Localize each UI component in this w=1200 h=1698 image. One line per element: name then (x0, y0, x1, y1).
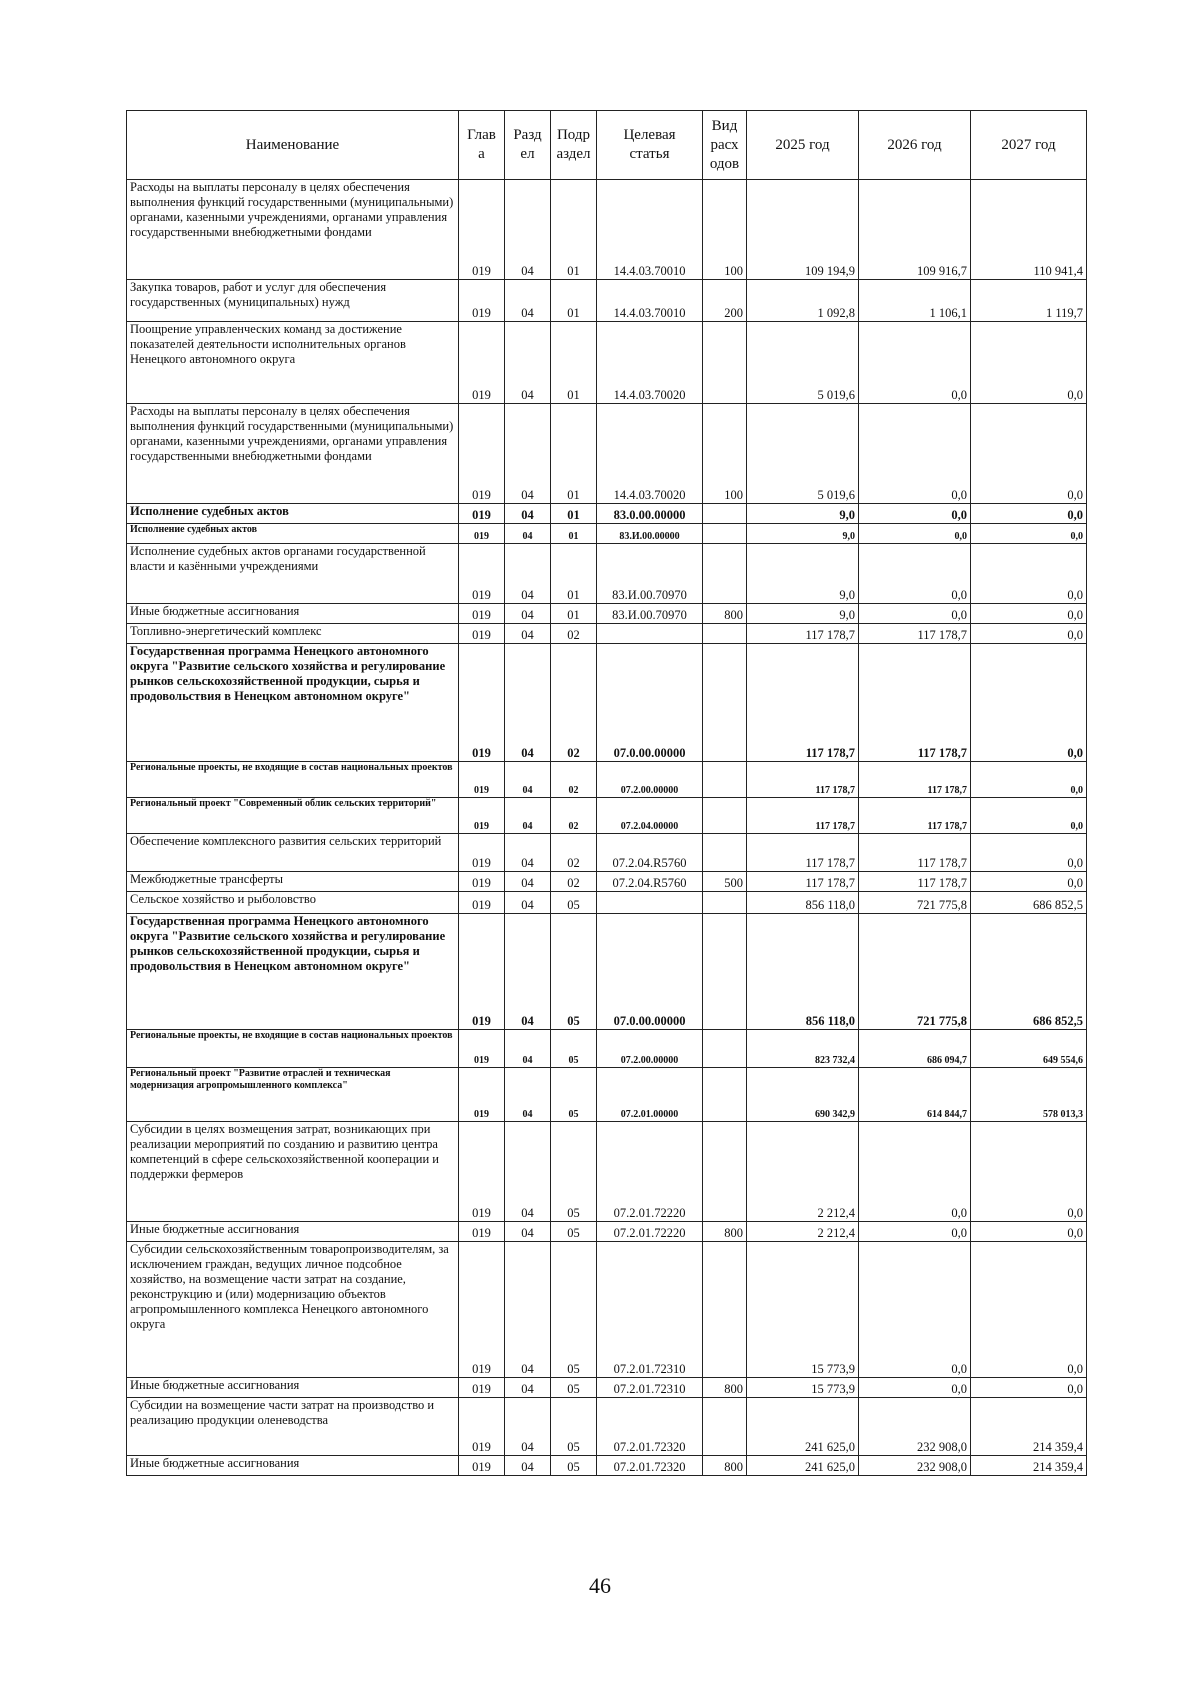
row-value-2027: 0,0 (971, 524, 1087, 544)
row-razdel: 04 (505, 1222, 551, 1242)
row-expense-type (703, 1242, 747, 1378)
row-glava: 019 (459, 1398, 505, 1456)
row-value-2027: 0,0 (971, 798, 1087, 834)
row-razdel: 04 (505, 798, 551, 834)
table-row (127, 834, 1087, 872)
row-expense-type (703, 524, 747, 544)
table-row (127, 892, 1087, 914)
row-podrazdel: 01 (551, 504, 597, 524)
row-glava: 019 (459, 1378, 505, 1398)
row-value-2026: 1 106,1 (859, 280, 971, 322)
row-value-2025: 117 178,7 (747, 624, 859, 644)
row-value-2026: 0,0 (859, 544, 971, 604)
row-podrazdel: 05 (551, 1456, 597, 1476)
row-podrazdel: 05 (551, 914, 597, 1030)
row-value-2027: 214 359,4 (971, 1456, 1087, 1476)
row-value-2026: 117 178,7 (859, 872, 971, 892)
row-podrazdel: 02 (551, 798, 597, 834)
header-statya: Целевая статья (597, 111, 703, 180)
table-row (127, 1242, 1087, 1378)
row-podrazdel: 05 (551, 1222, 597, 1242)
row-value-2025: 5 019,6 (747, 404, 859, 504)
row-value-2025: 241 625,0 (747, 1398, 859, 1456)
row-expense-type: 100 (703, 180, 747, 280)
table-row (127, 1378, 1087, 1398)
row-podrazdel: 02 (551, 834, 597, 872)
row-name: Региональный проект "Современный облик сельских территорий" (127, 798, 459, 834)
row-target-article: 07.2.00.00000 (597, 762, 703, 798)
row-glava: 019 (459, 504, 505, 524)
row-glava: 019 (459, 914, 505, 1030)
row-value-2026: 117 178,7 (859, 798, 971, 834)
row-expense-type (703, 624, 747, 644)
row-podrazdel: 05 (551, 1068, 597, 1122)
row-target-article: 07.2.01.72220 (597, 1122, 703, 1222)
row-razdel: 04 (505, 544, 551, 604)
row-glava: 019 (459, 624, 505, 644)
row-target-article: 07.2.04.R5760 (597, 872, 703, 892)
row-value-2027: 0,0 (971, 404, 1087, 504)
row-expense-type: 800 (703, 1456, 747, 1476)
table-row (127, 798, 1087, 834)
row-value-2025: 856 118,0 (747, 914, 859, 1030)
row-target-article: 07.0.00.00000 (597, 644, 703, 762)
row-value-2025: 690 342,9 (747, 1068, 859, 1122)
row-value-2026: 109 916,7 (859, 180, 971, 280)
row-value-2027: 0,0 (971, 644, 1087, 762)
row-expense-type (703, 644, 747, 762)
table-row (127, 504, 1087, 524)
row-value-2025: 241 625,0 (747, 1456, 859, 1476)
row-value-2027: 0,0 (971, 834, 1087, 872)
row-target-article: 07.2.04.R5760 (597, 834, 703, 872)
row-value-2025: 9,0 (747, 504, 859, 524)
row-value-2025: 2 212,4 (747, 1122, 859, 1222)
row-podrazdel: 02 (551, 644, 597, 762)
table-row (127, 914, 1087, 1030)
row-value-2027: 686 852,5 (971, 914, 1087, 1030)
row-value-2027: 0,0 (971, 762, 1087, 798)
row-glava: 019 (459, 280, 505, 322)
row-value-2026: 721 775,8 (859, 914, 971, 1030)
row-expense-type (703, 1068, 747, 1122)
row-target-article: 83.И.00.70970 (597, 604, 703, 624)
table-row (127, 1222, 1087, 1242)
row-name: Субсидии на возмещение части затрат на производство и реализацию продукции оленеводства (127, 1398, 459, 1456)
table-row (127, 322, 1087, 404)
row-value-2025: 117 178,7 (747, 872, 859, 892)
row-value-2025: 117 178,7 (747, 762, 859, 798)
row-value-2025: 9,0 (747, 544, 859, 604)
table-row (127, 1030, 1087, 1068)
row-value-2025: 9,0 (747, 604, 859, 624)
row-podrazdel: 05 (551, 892, 597, 914)
row-razdel: 04 (505, 872, 551, 892)
row-target-article: 07.2.04.00000 (597, 798, 703, 834)
row-value-2026: 117 178,7 (859, 762, 971, 798)
row-glava: 019 (459, 834, 505, 872)
row-value-2026: 232 908,0 (859, 1456, 971, 1476)
row-name: Иные бюджетные ассигнования (127, 1456, 459, 1476)
row-razdel: 04 (505, 524, 551, 544)
row-razdel: 04 (505, 1378, 551, 1398)
row-expense-type (703, 1030, 747, 1068)
row-glava: 019 (459, 1222, 505, 1242)
row-name: Обеспечение комплексного развития сельских территорий (127, 834, 459, 872)
table-header (127, 111, 1087, 180)
row-value-2027: 0,0 (971, 1242, 1087, 1378)
row-razdel: 04 (505, 604, 551, 624)
row-expense-type: 800 (703, 1378, 747, 1398)
row-glava: 019 (459, 892, 505, 914)
row-razdel: 04 (505, 1068, 551, 1122)
row-razdel: 04 (505, 834, 551, 872)
row-value-2027: 0,0 (971, 544, 1087, 604)
row-podrazdel: 02 (551, 762, 597, 798)
row-target-article: 07.2.00.00000 (597, 1030, 703, 1068)
row-target-article: 83.И.00.70970 (597, 544, 703, 604)
row-value-2025: 2 212,4 (747, 1222, 859, 1242)
row-expense-type: 500 (703, 872, 747, 892)
row-target-article: 07.2.01.72310 (597, 1242, 703, 1378)
page-number: 46 (589, 1573, 611, 1598)
header-glava: Глав а (459, 111, 505, 180)
row-name: Сельское хозяйство и рыболовство (127, 892, 459, 914)
row-razdel: 04 (505, 404, 551, 504)
row-razdel: 04 (505, 1030, 551, 1068)
row-target-article: 07.2.01.72320 (597, 1398, 703, 1456)
table-row (127, 180, 1087, 280)
row-expense-type (703, 504, 747, 524)
row-name: Исполнение судебных актов органами государственной власти и казёнными учреждениями (127, 544, 459, 604)
row-target-article: 14.4.03.70010 (597, 280, 703, 322)
row-target-article: 07.2.01.72320 (597, 1456, 703, 1476)
row-expense-type: 800 (703, 1222, 747, 1242)
row-expense-type (703, 1398, 747, 1456)
row-glava: 019 (459, 762, 505, 798)
header-2025: 2025 год (747, 111, 859, 180)
row-name: Иные бюджетные ассигнования (127, 604, 459, 624)
row-glava: 019 (459, 404, 505, 504)
row-value-2026: 0,0 (859, 1122, 971, 1222)
row-name: Государственная программа Ненецкого автономного округа "Развитие сельского хозяйства и регулирование рынков сельскохозяйственной продукции, сырья и продовольствия в Ненецком автономном округе" (127, 644, 459, 762)
row-podrazdel: 01 (551, 180, 597, 280)
row-value-2026: 117 178,7 (859, 644, 971, 762)
row-podrazdel: 01 (551, 280, 597, 322)
row-value-2025: 1 092,8 (747, 280, 859, 322)
row-name: Топливно-энергетический комплекс (127, 624, 459, 644)
table-row (127, 624, 1087, 644)
row-value-2027: 214 359,4 (971, 1398, 1087, 1456)
header-2026: 2026 год (859, 111, 971, 180)
row-target-article: 83.И.00.00000 (597, 524, 703, 544)
row-target-article: 14.4.03.70020 (597, 404, 703, 504)
row-expense-type: 800 (703, 604, 747, 624)
row-expense-type (703, 892, 747, 914)
row-value-2027: 0,0 (971, 1222, 1087, 1242)
row-value-2026: 614 844,7 (859, 1068, 971, 1122)
row-razdel: 04 (505, 180, 551, 280)
row-razdel: 04 (505, 892, 551, 914)
row-name: Поощрение управленческих команд за достижение показателей деятельности исполнительных органов Ненецкого автономного округа (127, 322, 459, 404)
row-value-2026: 0,0 (859, 1222, 971, 1242)
budget-table (126, 110, 1087, 1476)
row-name: Закупка товаров, работ и услуг для обеспечения государственных (муниципальных) нужд (127, 280, 459, 322)
row-name: Региональный проект "Развитие отраслей и техническая модернизация агропромышленного комплекса" (127, 1068, 459, 1122)
row-razdel: 04 (505, 644, 551, 762)
row-expense-type (703, 798, 747, 834)
row-value-2027: 0,0 (971, 604, 1087, 624)
row-target-article: 14.4.03.70010 (597, 180, 703, 280)
row-razdel: 04 (505, 1456, 551, 1476)
row-value-2027: 686 852,5 (971, 892, 1087, 914)
row-podrazdel: 02 (551, 872, 597, 892)
header-razdel: Разд ел (505, 111, 551, 180)
row-razdel: 04 (505, 762, 551, 798)
row-value-2027: 0,0 (971, 322, 1087, 404)
row-value-2026: 0,0 (859, 524, 971, 544)
row-name: Субсидии в целях возмещения затрат, возникающих при реализации мероприятий по созданию и развитию центра компетенций в сфере сельскохозяйственной кооперации и поддержки фермеров (127, 1122, 459, 1222)
row-podrazdel: 01 (551, 404, 597, 504)
table-row (127, 280, 1087, 322)
row-glava: 019 (459, 798, 505, 834)
row-value-2025: 109 194,9 (747, 180, 859, 280)
row-expense-type: 100 (703, 404, 747, 504)
row-glava: 019 (459, 322, 505, 404)
table-body (127, 180, 1087, 1476)
row-value-2026: 0,0 (859, 404, 971, 504)
row-value-2025: 9,0 (747, 524, 859, 544)
row-expense-type (703, 914, 747, 1030)
row-expense-type (703, 322, 747, 404)
row-glava: 019 (459, 1030, 505, 1068)
row-glava: 019 (459, 524, 505, 544)
row-target-article (597, 892, 703, 914)
row-razdel: 04 (505, 1242, 551, 1378)
row-value-2025: 117 178,7 (747, 644, 859, 762)
row-value-2026: 0,0 (859, 504, 971, 524)
row-value-2026: 0,0 (859, 1378, 971, 1398)
row-razdel: 04 (505, 1398, 551, 1456)
row-glava: 019 (459, 644, 505, 762)
row-razdel: 04 (505, 280, 551, 322)
table-row (127, 1122, 1087, 1222)
row-expense-type (703, 834, 747, 872)
row-value-2026: 0,0 (859, 1242, 971, 1378)
row-razdel: 04 (505, 504, 551, 524)
row-razdel: 04 (505, 624, 551, 644)
table-row (127, 1456, 1087, 1476)
row-value-2027: 0,0 (971, 1378, 1087, 1398)
table-row (127, 524, 1087, 544)
row-target-article: 83.0.00.00000 (597, 504, 703, 524)
row-target-article: 07.2.01.72310 (597, 1378, 703, 1398)
table-row (127, 762, 1087, 798)
row-glava: 019 (459, 1242, 505, 1378)
row-value-2025: 856 118,0 (747, 892, 859, 914)
row-target-article: 07.0.00.00000 (597, 914, 703, 1030)
row-name: Расходы на выплаты персоналу в целях обеспечения выполнения функций государственными (муниципальными) органами, казенными учреждениями, органами управления государственными внебюджетными фондами (127, 180, 459, 280)
row-name: Исполнение судебных актов (127, 524, 459, 544)
row-name: Региональные проекты, не входящие в состав национальных проектов (127, 762, 459, 798)
row-value-2026: 721 775,8 (859, 892, 971, 914)
row-expense-type (703, 544, 747, 604)
row-expense-type (703, 762, 747, 798)
row-podrazdel: 05 (551, 1398, 597, 1456)
header-2027: 2027 год (971, 111, 1087, 180)
row-value-2026: 686 094,7 (859, 1030, 971, 1068)
row-target-article: 07.2.01.72220 (597, 1222, 703, 1242)
row-razdel: 04 (505, 914, 551, 1030)
row-glava: 019 (459, 180, 505, 280)
row-podrazdel: 01 (551, 524, 597, 544)
row-podrazdel: 02 (551, 624, 597, 644)
row-name: Иные бюджетные ассигнования (127, 1222, 459, 1242)
row-expense-type: 200 (703, 280, 747, 322)
header-podrazdel: Подр аздел (551, 111, 597, 180)
table-row (127, 872, 1087, 892)
row-name: Иные бюджетные ассигнования (127, 1378, 459, 1398)
table-row (127, 1398, 1087, 1456)
row-glava: 019 (459, 1068, 505, 1122)
row-podrazdel: 05 (551, 1030, 597, 1068)
table-row (127, 644, 1087, 762)
row-value-2027: 0,0 (971, 504, 1087, 524)
row-podrazdel: 01 (551, 604, 597, 624)
row-name: Расходы на выплаты персоналу в целях обеспечения выполнения функций государственными (муниципальными) органами, казенными учреждениями, органами управления государственными внебюджетными фондами (127, 404, 459, 504)
table-row (127, 1068, 1087, 1122)
row-value-2025: 117 178,7 (747, 834, 859, 872)
table-row (127, 604, 1087, 624)
row-value-2025: 823 732,4 (747, 1030, 859, 1068)
row-value-2026: 0,0 (859, 604, 971, 624)
row-target-article: 14.4.03.70020 (597, 322, 703, 404)
row-podrazdel: 05 (551, 1378, 597, 1398)
row-value-2027: 0,0 (971, 624, 1087, 644)
table-row (127, 544, 1087, 604)
row-podrazdel: 01 (551, 322, 597, 404)
row-value-2026: 232 908,0 (859, 1398, 971, 1456)
row-value-2025: 15 773,9 (747, 1378, 859, 1398)
row-name: Исполнение судебных актов (127, 504, 459, 524)
row-glava: 019 (459, 1456, 505, 1476)
row-podrazdel: 05 (551, 1122, 597, 1222)
row-value-2027: 649 554,6 (971, 1030, 1087, 1068)
row-target-article: 07.2.01.00000 (597, 1068, 703, 1122)
row-glava: 019 (459, 544, 505, 604)
row-glava: 019 (459, 1122, 505, 1222)
row-value-2026: 0,0 (859, 322, 971, 404)
row-value-2026: 117 178,7 (859, 624, 971, 644)
row-value-2025: 117 178,7 (747, 798, 859, 834)
row-glava: 019 (459, 872, 505, 892)
header-row (127, 111, 1087, 180)
table-row (127, 404, 1087, 504)
budget-page (126, 110, 1086, 1476)
row-name: Государственная программа Ненецкого автономного округа "Развитие сельского хозяйства и регулирование рынков сельскохозяйственной продукции, сырья и продовольствия в Ненецком автономном округе" (127, 914, 459, 1030)
row-podrazdel: 01 (551, 544, 597, 604)
row-razdel: 04 (505, 1122, 551, 1222)
row-expense-type (703, 1122, 747, 1222)
row-value-2027: 1 119,7 (971, 280, 1087, 322)
row-value-2027: 0,0 (971, 1122, 1087, 1222)
row-value-2027: 578 013,3 (971, 1068, 1087, 1122)
header-name: Наименование (127, 111, 459, 180)
row-target-article (597, 624, 703, 644)
row-value-2027: 110 941,4 (971, 180, 1087, 280)
row-name: Субсидии сельскохозяйственным товаропроизводителям, за исключением граждан, ведущих личное подсобное хозяйство, на возмещение части затрат на создание, реконструкцию и (или) модернизацию объектов агропромышленного комплекса Ненецкого автономного округа (127, 1242, 459, 1378)
row-value-2027: 0,0 (971, 872, 1087, 892)
row-value-2025: 5 019,6 (747, 322, 859, 404)
row-name: Межбюджетные трансферты (127, 872, 459, 892)
row-name: Региональные проекты, не входящие в состав национальных проектов (127, 1030, 459, 1068)
row-razdel: 04 (505, 322, 551, 404)
row-value-2026: 117 178,7 (859, 834, 971, 872)
row-glava: 019 (459, 604, 505, 624)
row-value-2025: 15 773,9 (747, 1242, 859, 1378)
row-podrazdel: 05 (551, 1242, 597, 1378)
header-vid: Вид расх одов (703, 111, 747, 180)
